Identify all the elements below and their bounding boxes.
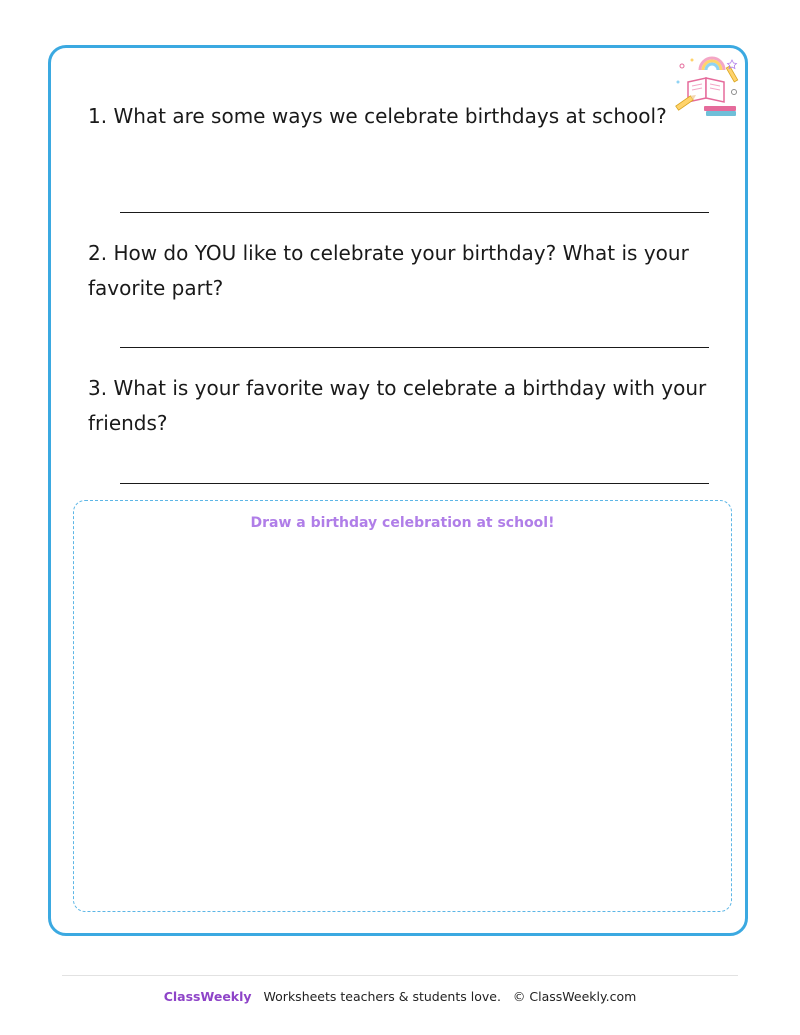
question-2: 2. How do YOU like to celebrate your birthday? What is your favorite part? [88, 241, 689, 300]
answer-line-2[interactable] [120, 347, 709, 348]
question-3: 3. What is your favorite way to celebrate a birthday with your friends? [88, 376, 707, 435]
drawing-area[interactable] [73, 500, 732, 912]
footer-tagline: Worksheets teachers & students love. [263, 989, 501, 1004]
answer-line-1[interactable] [120, 212, 709, 213]
question-1: 1. What are some ways we celebrate birthdays at school? [88, 104, 667, 128]
footer-brand: ClassWeekly [163, 989, 252, 1004]
footer-divider [62, 975, 738, 976]
footer [0, 989, 800, 1004]
footer-copyright: © ClassWeekly.com [512, 989, 637, 1004]
drawing-prompt: Draw a birthday celebration at school! [250, 515, 555, 531]
answer-line-3[interactable] [120, 483, 709, 484]
